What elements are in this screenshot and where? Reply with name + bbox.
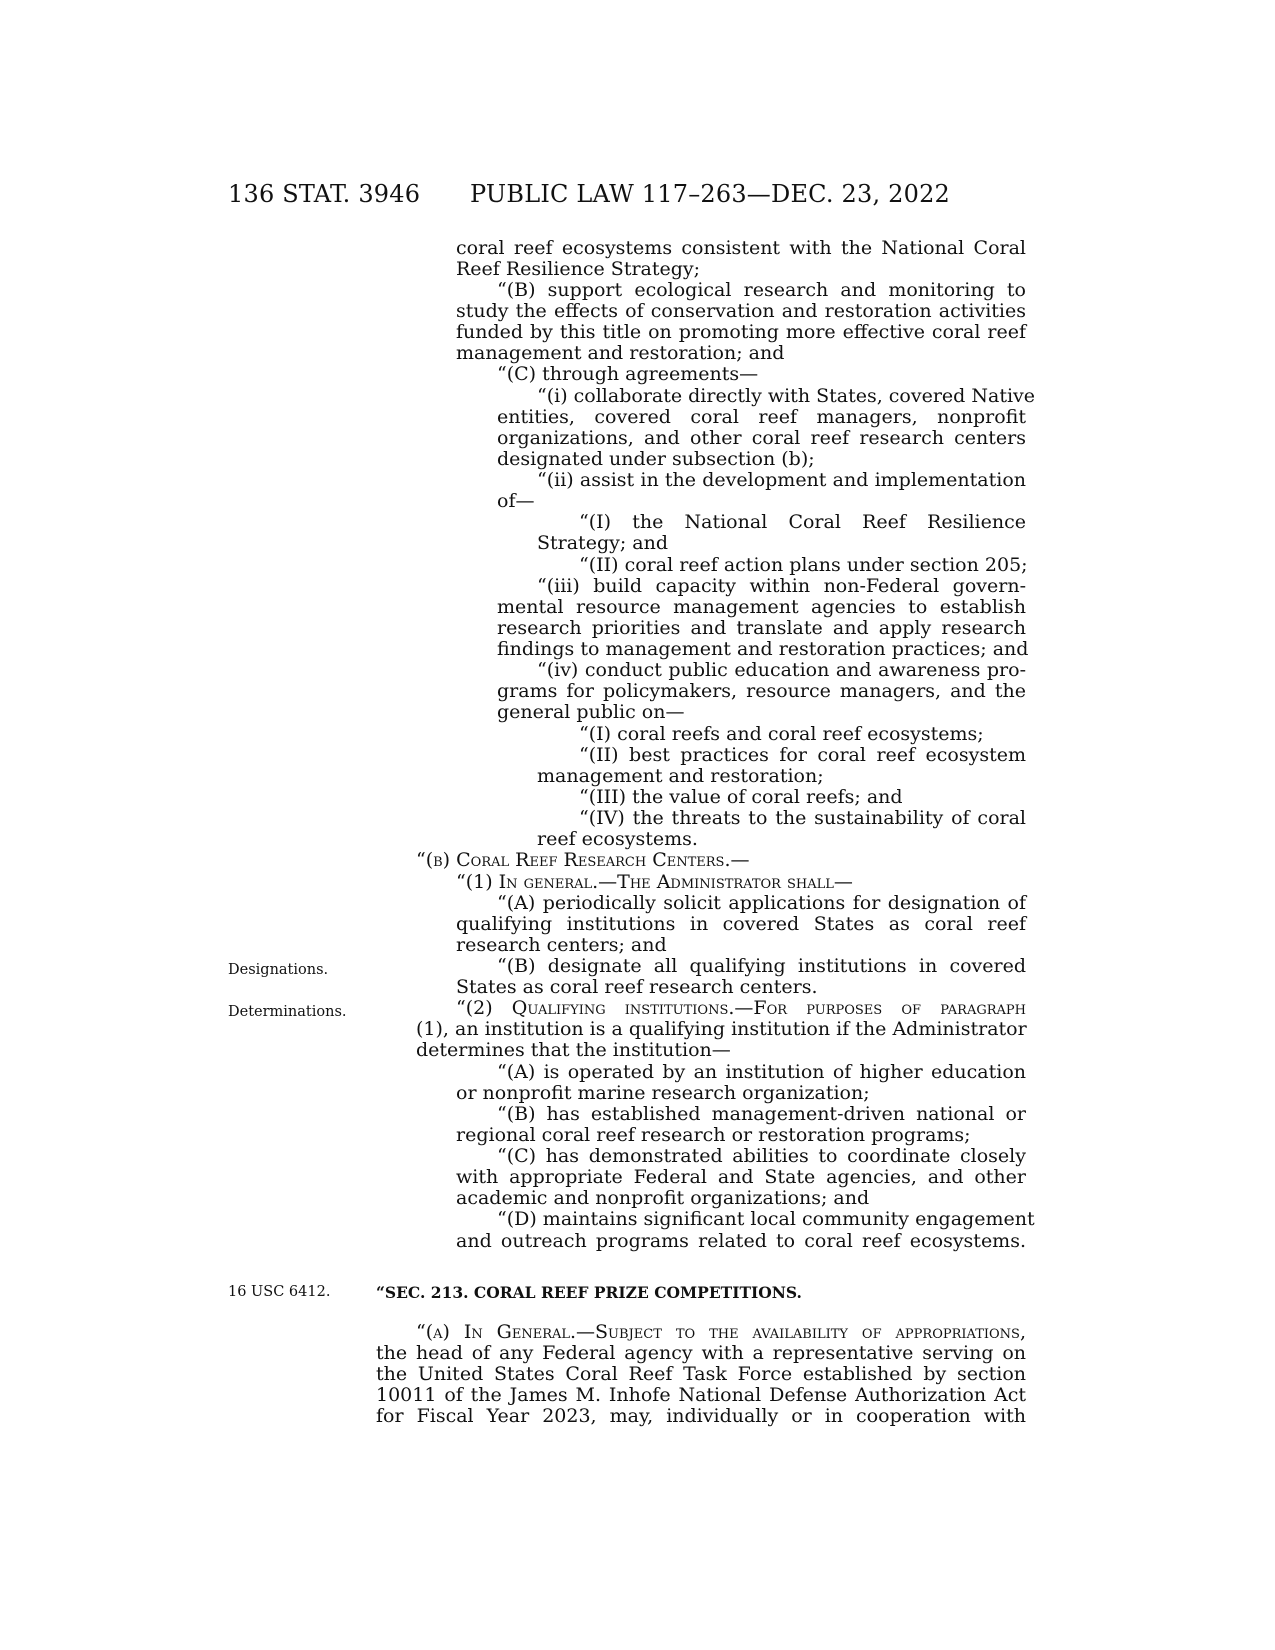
text-line: grams for policymakers, resource managers, and the	[497, 680, 1026, 702]
text-line: “(C) through agreements—	[497, 363, 759, 385]
text-line: academic and nonprofit organizations; and	[456, 1187, 870, 1209]
text-line: research priorities and translate and apply research	[497, 617, 1026, 639]
text-line: designated under subsection (b);	[497, 448, 815, 470]
text-line: research centers; and	[456, 934, 667, 956]
text-line: qualifying institutions in covered States as coral reef	[456, 913, 1026, 935]
text-line: “(II) best practices for coral reef ecosystem	[579, 744, 1026, 766]
section-heading: “SEC. 213. CORAL REEF PRIZE COMPETITIONS.	[376, 1283, 802, 1302]
text-line: “(b) Coral Reef Research Centers.—	[416, 849, 750, 871]
text-line: “(A) is operated by an institution of higher education	[497, 1061, 1026, 1083]
text-line: of—	[497, 490, 535, 512]
text-line: regional coral reef research or restoration programs;	[456, 1124, 971, 1146]
text-line: “(2) Qualifying institutions.—For purposes of paragraph	[456, 997, 1026, 1019]
text-line: coral reef ecosystems consistent with the National Coral	[456, 237, 1026, 259]
margin-note-usc: 16 USC 6412.	[228, 1284, 331, 1300]
text-line: funded by this title on promoting more effective coral reef	[456, 321, 1026, 343]
text-line: 10011 of the James M. Inhofe National Defense Authorization Act	[376, 1384, 1026, 1406]
text-line: “(D) maintains significant local community engagement	[497, 1208, 1035, 1230]
text-line: “(iii) build capacity within non-Federal govern-	[537, 575, 1026, 597]
text-line: “(B) support ecological research and monitoring to	[497, 279, 1026, 301]
text-line: general public on—	[497, 701, 685, 723]
text-line: “(II) coral reef action plans under section 205;	[579, 554, 1028, 576]
text-line: “(B) has established management-driven national or	[497, 1103, 1026, 1125]
text-line: Strategy; and	[537, 532, 669, 554]
text-line: “(iv) conduct public education and awareness pro-	[537, 659, 1026, 681]
text-line: “(IV) the threats to the sustainability of coral	[579, 807, 1026, 829]
text-line: Reef Resilience Strategy;	[456, 258, 701, 280]
margin-note-designations: Designations.	[228, 962, 329, 978]
text-line: the head of any Federal agency with a representative serving on	[376, 1342, 1026, 1364]
text-line: “(a) In General.—Subject to the availability of appropriations,	[416, 1321, 1026, 1343]
text-line: “(III) the value of coral reefs; and	[579, 786, 903, 808]
text-line: the United States Coral Reef Task Force established by section	[376, 1363, 1026, 1385]
text-line: “(1) In general.—The Administrator shall—	[456, 871, 853, 893]
text-line: “(B) designate all qualifying institutions in covered	[497, 955, 1026, 977]
text-line: determines that the institution—	[416, 1039, 731, 1061]
text-line: findings to management and restoration practices; and	[497, 638, 1029, 660]
text-line: entities, covered coral reef managers, nonprofit	[497, 406, 1026, 428]
page-stat-number: 136 STAT. 3946	[228, 180, 421, 208]
text-line: with appropriate Federal and State agencies, and other	[456, 1166, 1026, 1188]
text-line: “(A) periodically solicit applications for designation of	[497, 892, 1026, 914]
text-line: “(C) has demonstrated abilities to coordinate closely	[497, 1145, 1026, 1167]
margin-note-determinations: Determinations.	[228, 1004, 347, 1020]
text-line: “(I) coral reefs and coral reef ecosystems;	[579, 723, 984, 745]
page-running-head: PUBLIC LAW 117–263—DEC. 23, 2022	[470, 180, 951, 208]
text-line: States as coral reef research centers.	[456, 976, 818, 998]
text-line: mental resource management agencies to establish	[497, 596, 1026, 618]
text-line: “(ii) assist in the development and implementation	[537, 469, 1026, 491]
text-line: or nonprofit marine research organization;	[456, 1082, 870, 1104]
text-line: management and restoration; and	[456, 342, 785, 364]
text-line: and outreach programs related to coral reef ecosystems.	[456, 1230, 1026, 1252]
text-line: “(i) collaborate directly with States, covered Native	[537, 385, 1036, 407]
text-line: study the effects of conservation and restoration activities	[456, 300, 1026, 322]
text-line: management and restoration;	[537, 765, 824, 787]
text-line: for Fiscal Year 2023, may, individually or in cooperation with	[376, 1405, 1026, 1427]
text-line: (1), an institution is a qualifying institution if the Administrator	[416, 1018, 1027, 1040]
text-line: “(I) the National Coral Reef Resilience	[579, 511, 1026, 533]
text-line: reef ecosystems.	[537, 828, 698, 850]
text-line: organizations, and other coral reef research centers	[497, 427, 1026, 449]
